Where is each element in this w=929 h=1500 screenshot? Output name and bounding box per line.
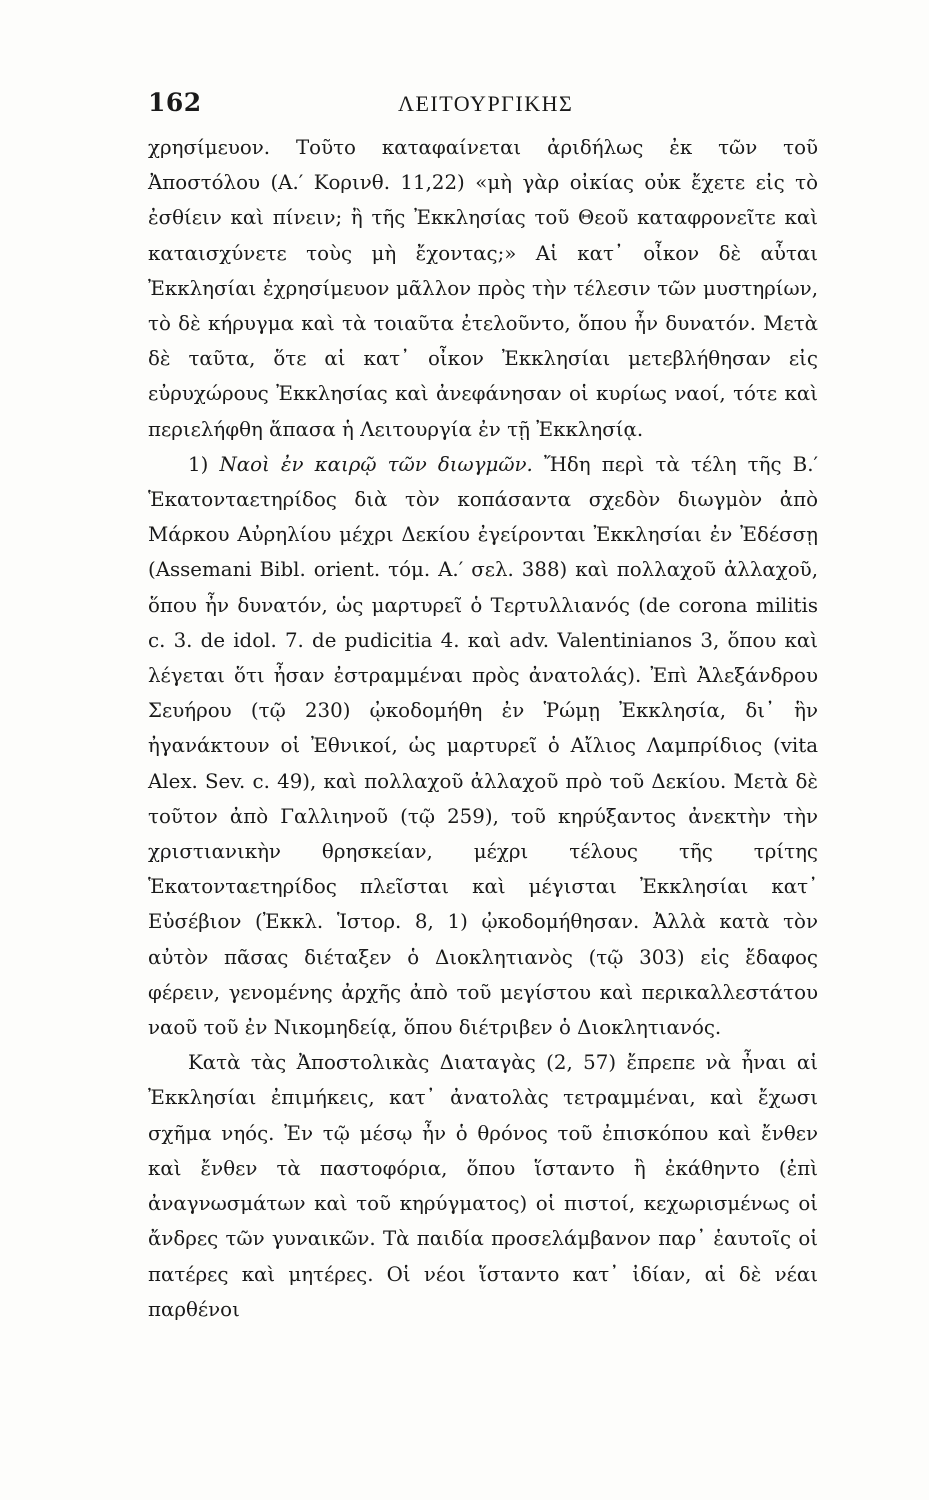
page-header [148, 88, 818, 124]
page-number: 162 [148, 88, 202, 117]
paragraph-2 [148, 447, 818, 1045]
paragraph-1: χρησίμευον. Τοῦτο καταφαίνεται ἀριδήλως ἐκ τῶν τοῦ Ἀποστόλου (Α.′ Κορινθ. 11,22) «μὴ γὰρ οἰκίας οὐκ ἔχετε εἰς τὸ ἐσθίειν καὶ πίνειν; ἢ τῆς Ἐκκλησίας τοῦ Θεοῦ καταφρονεῖτε καὶ καταισχύνετε τοὺς μὴ ἔχοντας;» Αἱ κατ᾽ οἶκον δὲ αὗται Ἐκκλησίαι ἐχρησίμευον μᾶλλον πρὸς τὴν τέλεσιν τῶν μυστηρίων, τὸ δὲ κήρυγμα καὶ τὰ τοιαῦτα ἐτελοῦντο, ὅπου ἦν δυνατόν. Μετὰ δὲ ταῦτα, ὅτε αἱ κατ᾽ οἶκον Ἐκκλησίαι μετεβλήθησαν εἰς εὐρυχώρους Ἐκκλησίας καὶ ἀνεφάνησαν οἱ κυρίως ναοί, τότε καὶ περιελήφθη ἅπασα ἡ Λειτουργία ἐν τῇ Ἐκκλησίᾳ. [148, 136, 818, 441]
paragraph-2-text: Ἤδη περὶ τὰ τέλη τῆς Β.′ Ἑκατονταετηρίδος διὰ τὸν κοπάσαντα σχεδὸν διωγμὸν ἀπὸ Μάρκου Αὐρηλίου μέχρι Δεκίου ἐγείρονται Ἐκκλησίαι ἐν Ἐδέσσῃ (Assemani Bibl. orient. τόμ. Α.′ σελ. 388) καὶ πολλαχοῦ ἀλλαχοῦ, ὅπου ἦν δυνατόν, ὡς μαρτυρεῖ ὁ Τερτυλλιανός (de corona militis c. 3. de idol. 7. de pudicitia 4. καὶ adv. Valentinianos 3, ὅπου καὶ λέγεται ὅτι ἦσαν ἐστραμμέναι πρὸς ἀνατολάς). Ἐπὶ Ἀλεξάνδρου Σευήρου (τῷ 230) ᾠκοδομήθη ἐν Ῥώμῃ Ἐκκλησία, δι᾽ ἣν ἠγανάκτουν οἱ Ἐθνικοί, ὡς μαρτυρεῖ ὁ Αἴλιος Λαμπρίδιος (vita Alex. Sev. c. 49), καὶ πολλαχοῦ ἀλλαχοῦ πρὸ τοῦ Δεκίου. Μετὰ δὲ τοῦτον ἀπὸ Γαλλιηνοῦ (τῷ 259), τοῦ κηρύξαντος ἀνεκτὴν τὴν χριστιανικὴν θρησκείαν, μέχρι τέλους τῆς τρίτης Ἑκατονταετηρίδος πλεῖσται καὶ μέγισται Ἐκκλησίαι κατ᾽ Εὐσέβιον (Ἐκκλ. Ἱστορ. 8, 1) ᾠκοδομήθησαν. Ἀλλὰ κατὰ τὸν αὐτὸν πᾶσας διέταξεν ὁ Διοκλητιανὸς (τῷ 303) εἰς ἔδαφος φέρειν, γενομένης ἀρχῆς ἀπὸ τοῦ μεγίστου καὶ περικαλλεστάτου ναοῦ τοῦ ἐν Νικομηδείᾳ, ὅπου διέτριβεν ὁ Διοκλητιανός. [148, 452, 818, 1040]
section-title: Ναοὶ ἐν καιρῷ τῶν διωγμῶν. [219, 452, 533, 476]
body-text [148, 130, 818, 1327]
section-number: 1) [188, 452, 209, 476]
paragraph-3: Κατὰ τὰς Ἀποστολικὰς Διαταγὰς (2, 57) ἔπρεπε νὰ ἦναι αἱ Ἐκκλησίαι ἐπιμήκεις, κατ᾽ ἀνατολὰς τετραμμέναι, καὶ ἔχωσι σχῆμα νηός. Ἐν τῷ μέσῳ ἦν ὁ θρόνος τοῦ ἐπισκόπου καὶ ἔνθεν καὶ ἔνθεν τὰ παστοφόρια, ὅπου ἵσταντο ἢ ἐκάθηντο (ἐπὶ ἀναγνωσμάτων καὶ τοῦ κηρύγματος) οἱ πιστοί, κεχωρισμένως οἱ ἄνδρες τῶν γυναικῶν. Τὰ παιδία προσελάμβανον παρ᾽ ἑαυτοῖς οἱ πατέρες καὶ μητέρες. Οἱ νέοι ἵσταντο κατ᾽ ἰδίαν, αἱ δὲ νέαι παρθένοι [148, 1051, 818, 1321]
running-head: ΛΕΙΤΟΥΡΓΙΚΗΣ [398, 91, 574, 116]
